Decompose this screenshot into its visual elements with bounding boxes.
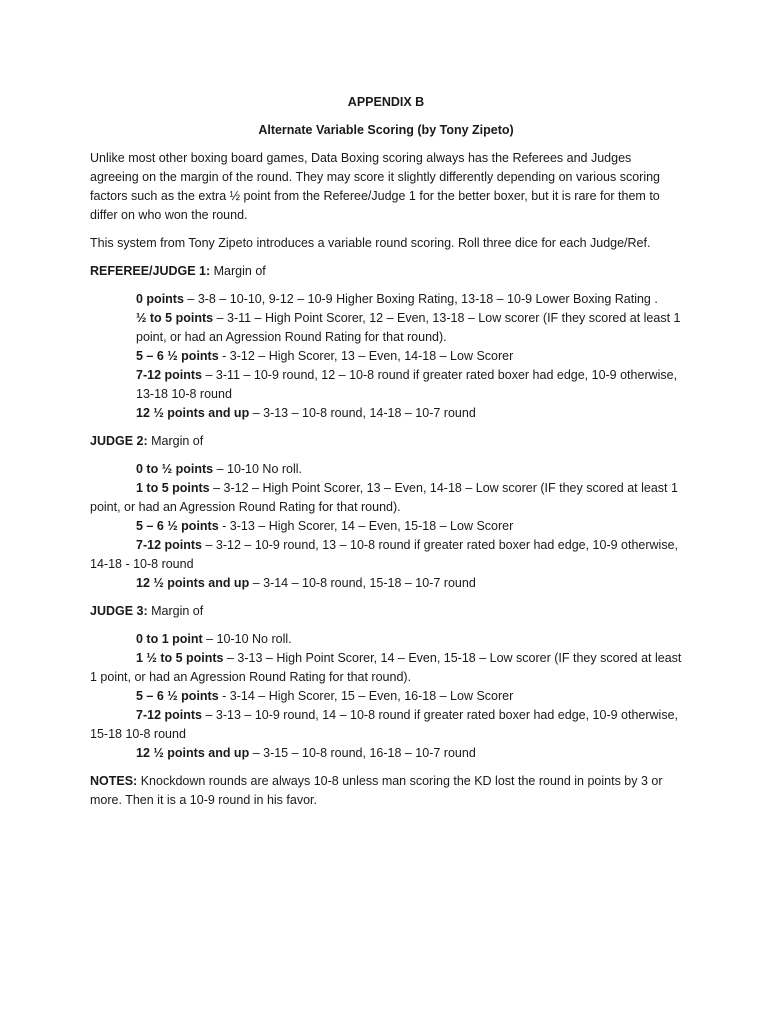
section-suffix: Margin of (210, 264, 266, 278)
judge-3-list (90, 630, 682, 763)
item-term: ½ to 5 points (136, 311, 214, 325)
appendix-heading: APPENDIX B (347, 95, 425, 109)
item-text: – 10-10 No roll. (202, 632, 292, 646)
referee-judge-1-list (90, 290, 682, 423)
item-text: - 3-13 – High Scorer, 14 – Even, 15-18 – Low Scorer (218, 519, 514, 533)
item-text: – 3-13 – High Point Scorer, 14 – Even, 15-18 – Low scorer (IF they scored at least 1 point, or had an Agression Round Rating for that round). (90, 651, 682, 684)
item-term: 5 – 6 ½ points (136, 689, 219, 703)
document-page (90, 93, 682, 819)
section-judge-3 (90, 602, 682, 621)
section-suffix: Margin of (147, 604, 204, 618)
item-term: 0 points (136, 292, 184, 306)
list-item (90, 404, 682, 423)
item-text: – 10-10 No roll. (213, 462, 303, 476)
document-title: Alternate Variable Scoring (by Tony Zipeto) (258, 123, 514, 137)
system-paragraph: This system from Tony Zipeto introduces a variable round scoring. Roll three dice for each Judge/Ref. (90, 236, 651, 250)
notes-text: Knockdown rounds are always 10-8 unless man scoring the KD lost the round in points by 3 or more. Then it is a 10-9 round in his favor. (90, 774, 663, 807)
item-term: 0 to 1 point (136, 632, 203, 646)
item-text: - 3-14 – High Scorer, 15 – Even, 16-18 – Low Scorer (218, 689, 514, 703)
item-term: 0 to ½ points (136, 462, 214, 476)
list-item (90, 706, 682, 744)
section-judge-2 (90, 432, 682, 451)
list-item (90, 479, 682, 517)
item-text: - 3-12 – High Scorer, 13 – Even, 14-18 – Low Scorer (218, 349, 514, 363)
item-text: – 3-13 – 10-9 round, 14 – 10-8 round if greater rated boxer had edge, 10-9 otherwise, 15-18 10-8 round (90, 708, 679, 741)
item-text: – 3-11 – High Point Scorer, 12 – Even, 13-18 – Low scorer (IF they scored at least 1 point, or had an Agression Round Rating for that round). (136, 311, 681, 344)
item-term: 5 – 6 ½ points (136, 349, 219, 363)
item-term: 5 – 6 ½ points (136, 519, 219, 533)
list-item (90, 687, 682, 706)
list-item (90, 517, 682, 536)
list-item (90, 366, 682, 404)
judge-2-list (90, 460, 682, 593)
list-item (90, 649, 682, 687)
item-term: 12 ½ points and up (136, 406, 250, 420)
list-item (90, 460, 682, 479)
item-text: – 3-12 – 10-9 round, 13 – 10-8 round if greater rated boxer had edge, 10-9 otherwise, 14-18 - 10-8 round (90, 538, 679, 571)
list-item (90, 574, 682, 593)
section-label: JUDGE 2: (90, 434, 148, 448)
intro-paragraph: Unlike most other boxing board games, Data Boxing scoring always has the Referees and Judges agreeing on the margin of the round. They may score it slightly differently depending on various scoring factors such as the extra ½ point from the Referee/Judge 1 for the better boxer, but it is rare for them to differ on who won the round. (90, 151, 661, 222)
item-term: 12 ½ points and up (136, 746, 250, 760)
section-referee-judge-1 (90, 262, 682, 281)
item-term: 7-12 points (136, 538, 202, 552)
list-item (90, 630, 682, 649)
list-item (90, 309, 682, 347)
list-item (90, 290, 682, 309)
notes-label: NOTES: (90, 774, 138, 788)
item-term: 12 ½ points and up (136, 576, 250, 590)
list-item (90, 347, 682, 366)
item-term: 7-12 points (136, 368, 202, 382)
item-text: – 3-11 – 10-9 round, 12 – 10-8 round if greater rated boxer had edge, 10-9 otherwise, 13-18 10-8 round (136, 368, 678, 401)
item-term: 1 to 5 points (136, 481, 210, 495)
section-label: JUDGE 3: (90, 604, 148, 618)
list-item (90, 744, 682, 763)
item-text: – 3-13 – 10-8 round, 14-18 – 10-7 round (249, 406, 476, 420)
item-term: 7-12 points (136, 708, 202, 722)
list-item (90, 536, 682, 574)
section-label: REFEREE/JUDGE 1: (90, 264, 211, 278)
section-suffix: Margin of (147, 434, 204, 448)
item-term: 1 ½ to 5 points (136, 651, 224, 665)
item-text: – 3-12 – High Point Scorer, 13 – Even, 14-18 – Low scorer (IF they scored at least 1 point, or had an Agression Round Rating for that round). (90, 481, 678, 514)
item-text: – 3-15 – 10-8 round, 16-18 – 10-7 round (249, 746, 476, 760)
notes-paragraph (90, 772, 682, 810)
item-text: – 3-14 – 10-8 round, 15-18 – 10-7 round (249, 576, 476, 590)
item-text: – 3-8 – 10-10, 9-12 – 10-9 Higher Boxing Rating, 13-18 – 10-9 Lower Boxing Rating . (183, 292, 658, 306)
